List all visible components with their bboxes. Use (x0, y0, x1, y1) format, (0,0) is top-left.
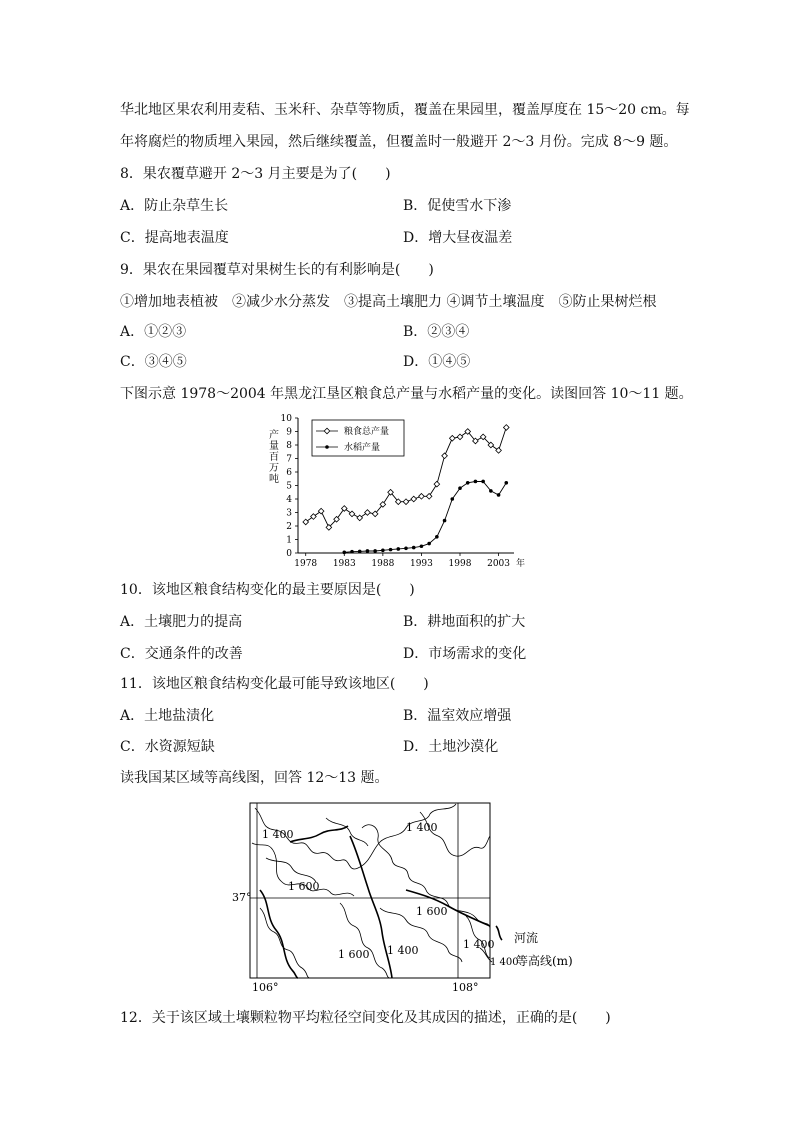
q12-stem: 12．关于该区域土壤颗粒物平均粒径空间变化及其成因的描述，正确的是( ) (120, 1010, 611, 1026)
rice-point (443, 519, 447, 523)
rice-point (381, 549, 385, 553)
grain-point (419, 494, 425, 500)
contour-label: 1 600 (338, 948, 370, 961)
rice-point (435, 535, 439, 539)
rice-point (396, 547, 400, 551)
intro-line-2: 年将腐烂的物质埋入果园，然后继续覆盖，但覆盖时一般避开 2～3 月份。完成 8～9 题。 (120, 134, 678, 150)
y-axis-label-char: 百 (269, 452, 279, 463)
x-tick-label: 2003 (487, 559, 511, 569)
contour-line (420, 812, 490, 856)
y-tick-label: 10 (280, 414, 292, 424)
lon-label-108: 108° (452, 981, 479, 994)
y-tick-label: 9 (286, 427, 292, 438)
legend-river-symbol (496, 926, 502, 940)
q11-stem: 11．该地区粮食结构变化最可能导致该地区( ) (120, 676, 429, 692)
q8-stem: 8．果农覆草避开 2～3 月主要是为了( ) (120, 166, 391, 182)
q9-choices: ①增加地表植被 ②减少水分蒸发 ③提高土壤肥力 ④调节土壤温度 ⑤防止果树烂根 (120, 294, 657, 310)
contour-line (326, 818, 368, 846)
grain-point (442, 453, 448, 459)
grain-point (449, 435, 455, 441)
grain-point (357, 515, 363, 521)
grain-point (318, 508, 324, 514)
grain-point (341, 506, 347, 512)
y-tick-label: 3 (286, 508, 292, 519)
q11-option-a: A．土地盐渍化 (120, 708, 215, 724)
line-chart (262, 408, 532, 568)
contour-line (266, 858, 316, 882)
contour-label: 1 400 (463, 938, 495, 951)
rice-point (350, 550, 354, 554)
y-tick-label: 8 (286, 441, 292, 451)
y-tick-label: 0 (286, 549, 292, 559)
rice-point (489, 489, 493, 493)
q8-option-d: D．增大昼夜温差 (403, 230, 513, 246)
q10-option-d: D．市场需求的变化 (403, 646, 527, 662)
intro-2: 下图示意 1978～2004 年黑龙江垦区粮食总产量与水稻产量的变化。读图回答 10～11 题。 (120, 386, 693, 402)
x-tick-label: 1993 (409, 559, 433, 569)
q9-option-a: A．①②③ (120, 324, 187, 340)
q9-stem: 9．果农在果园覆草对果树生长的有利影响是( ) (120, 262, 434, 278)
x-tick-label: 1983 (332, 559, 356, 569)
contour-label: 1 400 (262, 828, 294, 841)
rice-point (412, 546, 416, 550)
q8-option-b: B．促使雪水下渗 (403, 198, 512, 214)
x-tick-label: 1978 (294, 559, 318, 569)
intro-3: 读我国某区域等高线图，回答 12～13 题。 (120, 770, 389, 786)
legend-contour-label: 等高线(m) (516, 954, 573, 968)
rice-point (389, 548, 393, 552)
rice-point (366, 549, 370, 553)
y-tick-label: 7 (286, 454, 292, 465)
q9-option-c: C．③④⑤ (120, 354, 187, 370)
contour-line (466, 916, 490, 958)
contour-map (230, 798, 573, 998)
grain-point (503, 425, 509, 431)
grain-point (403, 499, 409, 505)
x-axis-unit: 年 (516, 559, 526, 569)
rice-point (342, 551, 346, 555)
rice-point (504, 481, 508, 485)
rice-point (420, 544, 424, 548)
y-axis-label-char: 产 (269, 430, 279, 441)
contour-line (260, 908, 310, 978)
contour-line (340, 903, 390, 978)
intro-line-1: 华北地区果农利用麦秸、玉米秆、杂草等物质，覆盖在果园里，覆盖厚度在 15～20 cm。每 (120, 102, 690, 118)
rice-point (458, 486, 462, 490)
rice-point (481, 480, 485, 484)
grain-point (434, 481, 440, 487)
q8-option-a: A．防止杂草生长 (120, 198, 229, 214)
contour-label: 1 600 (288, 880, 320, 893)
rice-point (358, 550, 362, 554)
q10-option-a: A．土壤肥力的提高 (120, 614, 243, 630)
grain-point (426, 494, 432, 500)
rice-point (427, 542, 431, 546)
grain-point (365, 510, 371, 516)
rice-point (466, 481, 470, 485)
lat-label: 37° (232, 891, 252, 904)
x-tick-label: 1998 (448, 559, 472, 569)
rice-point (474, 480, 478, 484)
q11-option-d: D．土地沙漠化 (403, 739, 499, 755)
y-tick-label: 4 (286, 495, 292, 505)
rice-point (497, 493, 501, 497)
contour-label: 1 600 (416, 905, 448, 918)
grain-point (303, 519, 309, 525)
lon-label-106: 106° (252, 981, 279, 994)
q8-option-c: C．提高地表温度 (120, 230, 229, 246)
x-tick-label: 1988 (371, 559, 395, 569)
series-line-rice (344, 482, 506, 553)
q11-option-c: C．水资源短缺 (120, 739, 215, 755)
grain-point (496, 448, 502, 454)
q9-option-b: B．②③④ (403, 324, 470, 340)
legend-label-grain: 粮食总产量 (344, 427, 390, 437)
q10-option-c: C．交通条件的改善 (120, 646, 243, 662)
q11-option-b: B．温室效应增强 (403, 708, 512, 724)
rice-point (373, 549, 377, 553)
river-line (290, 826, 348, 842)
q9-option-d: D．①④⑤ (403, 354, 471, 370)
rice-point (450, 497, 454, 501)
y-tick-label: 6 (286, 468, 292, 478)
q10-option-b: B．耕地面积的扩大 (403, 614, 526, 630)
legend-label-rice: 水稻产量 (344, 443, 381, 453)
contour-label: 1 400 (406, 821, 438, 834)
y-axis-label-char: 量 (269, 441, 279, 452)
y-axis-label-char: 吨 (269, 474, 279, 485)
legend-marker-rice (325, 445, 329, 449)
grain-point (411, 496, 417, 502)
grain-point (457, 434, 463, 440)
y-tick-label: 5 (286, 481, 292, 492)
grain-point (349, 511, 355, 517)
river-line (260, 890, 298, 978)
y-tick-label: 1 (286, 535, 292, 546)
legend-contour-value: 1 400 (490, 957, 519, 968)
y-axis-label-char: 万 (269, 463, 279, 474)
legend-river-label: 河流 (514, 931, 539, 945)
y-tick-label: 2 (286, 522, 292, 532)
q10-stem: 10．该地区粮食结构变化的最主要原因是( ) (120, 582, 415, 598)
rice-point (404, 546, 408, 550)
contour-label: 1 400 (387, 944, 419, 957)
